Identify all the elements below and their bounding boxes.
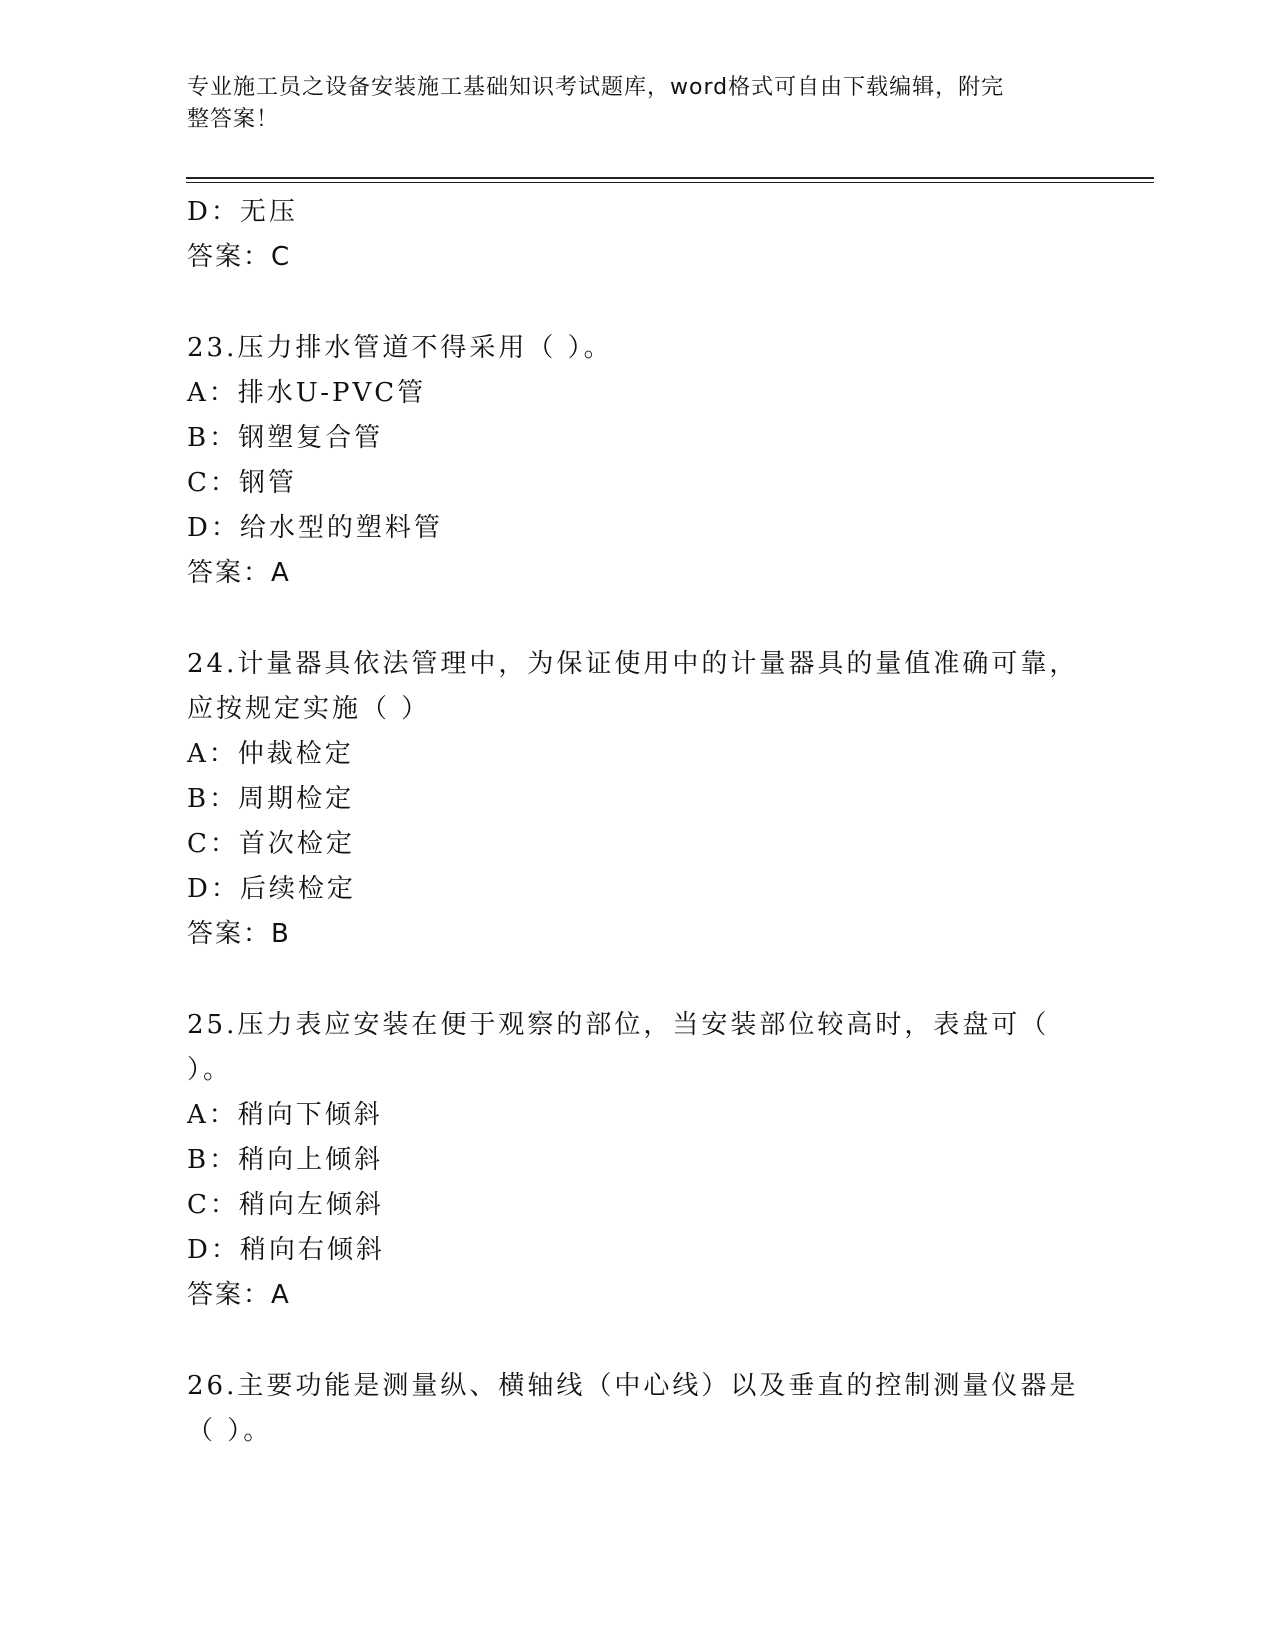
option-b: B：稍向上倾斜 [187,1145,384,1175]
header-line-1: 专业施工员之设备安装施工基础知识考试题库，word格式可自由下载编辑，附完 [187,75,1005,100]
header-divider [186,177,1154,179]
question-23 [187,326,1087,596]
option-d: D：无压 [187,197,298,227]
option-a: A：排水U-PVC管 [187,378,427,408]
header-line-2: 整答案！ [187,107,280,132]
header-divider-thin [186,182,1154,183]
option-d: D：给水型的塑料管 [187,513,443,543]
answer-line: 答案：A [187,1280,291,1310]
question-content [187,190,1087,1454]
question-stem-line: 25.压力表应安装在便于观察的部位，当安装部位较高时，表盘可（ [187,1010,1050,1040]
question-stem-line: 23.压力排水管道不得采用（ ）。 [187,333,613,363]
document-header [187,72,1067,136]
question-text [187,642,1087,732]
question-stem-line: ）。 [187,1055,233,1085]
option-a: A：仲裁检定 [187,739,354,769]
option-d: D：稍向右倾斜 [187,1235,385,1265]
question-stem-line: （ ）。 [187,1416,273,1446]
question-stem-line: 应按规定实施（ ） [187,694,431,724]
question-25 [187,1003,1087,1318]
option-b: B：周期检定 [187,784,355,814]
option-c: C：首次检定 [187,829,355,859]
previous-question-tail [187,190,1087,280]
question-text [187,1003,1087,1093]
option-c: C：稍向左倾斜 [187,1190,384,1220]
answer-line: 答案：B [187,919,291,949]
question-stem-line: 24.计量器具依法管理中，为保证使用中的计量器具的量值准确可靠， [187,649,1079,679]
option-d: D：后续检定 [187,874,356,904]
answer-line: 答案：A [187,558,291,588]
question-text [187,1364,1087,1454]
question-24 [187,642,1087,957]
option-c: C：钢管 [187,468,297,498]
question-26 [187,1364,1087,1454]
option-a: A：稍向下倾斜 [187,1100,383,1130]
option-b: B：钢塑复合管 [187,423,384,453]
question-stem-line: 26.主要功能是测量纵、横轴线（中心线）以及垂直的控制测量仪器是 [187,1371,1079,1401]
question-text [187,326,1087,371]
answer-line: 答案：C [187,242,292,272]
